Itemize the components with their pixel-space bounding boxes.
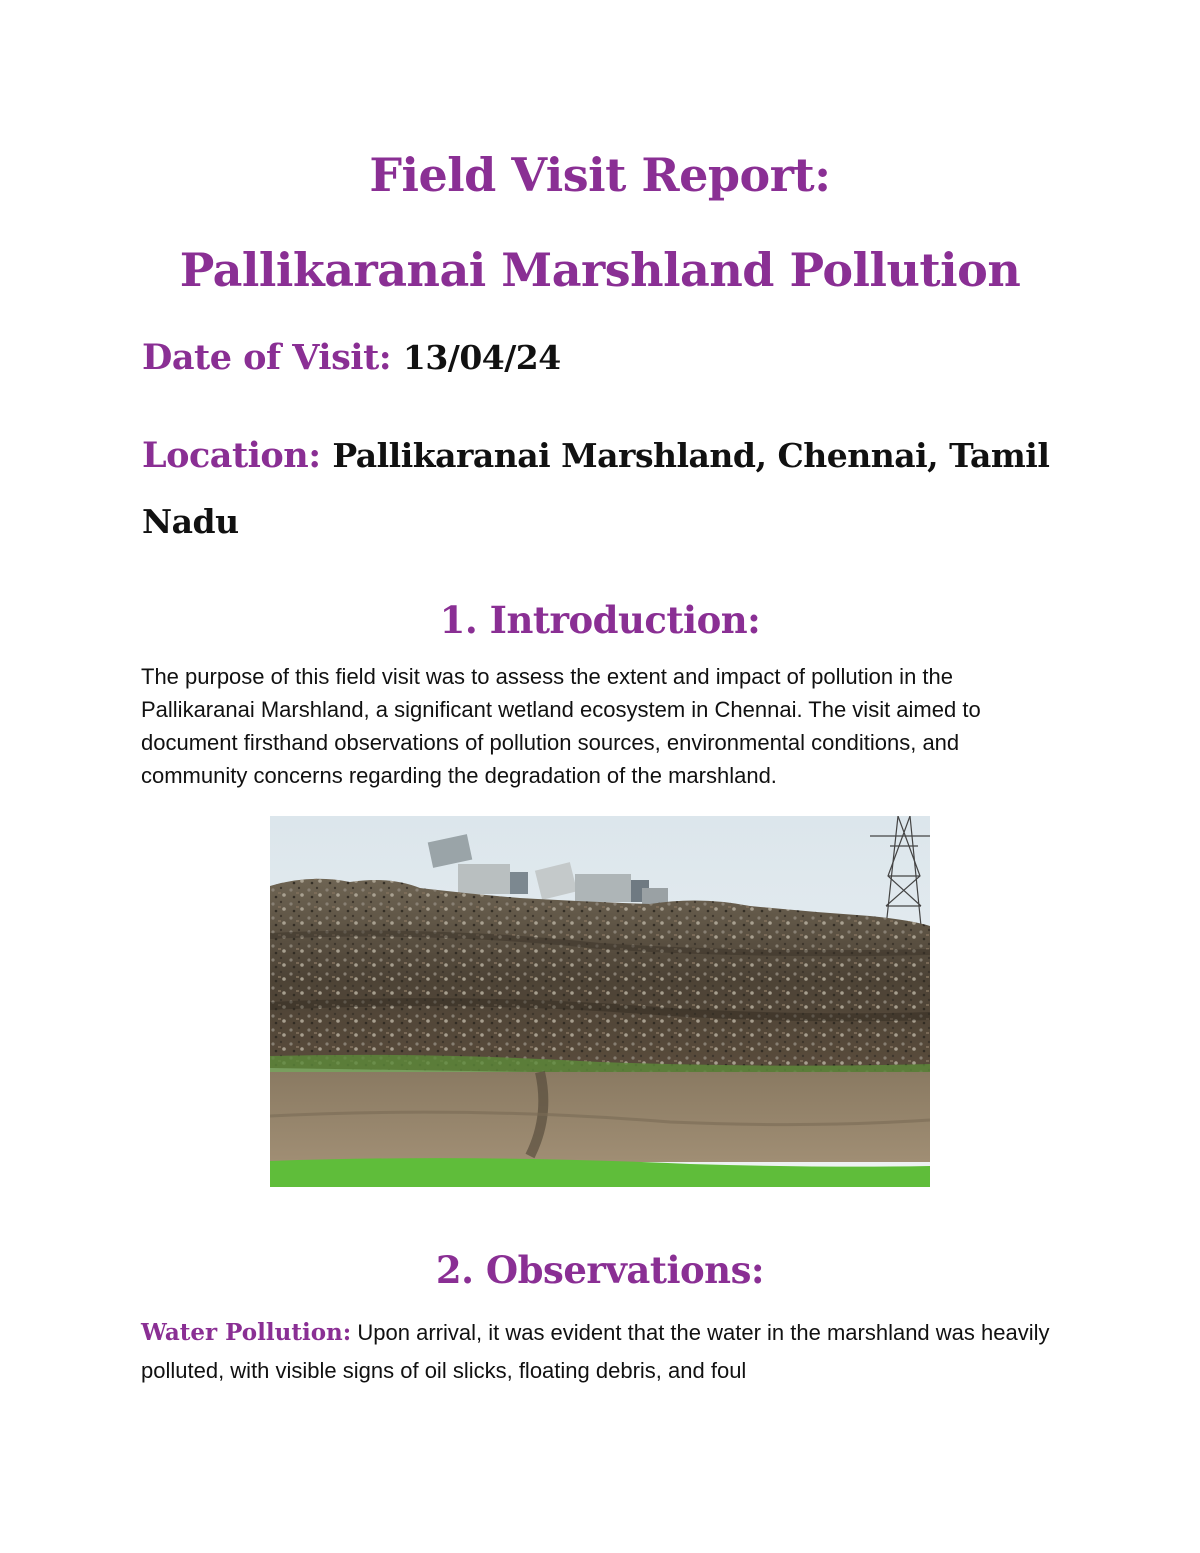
landfill-photo xyxy=(270,816,930,1187)
date-label: Date of Visit: xyxy=(142,337,392,378)
observations-paragraph xyxy=(141,1314,1071,1390)
observations-heading: 2. Observations: xyxy=(435,1248,765,1292)
date-value: 13/04/24 xyxy=(402,338,561,377)
location-label: Location: xyxy=(142,435,321,476)
location-value: Pallikaranai Marshland, Chennai, Tamil Nadu xyxy=(142,436,1050,541)
report-subtitle: Pallikaranai Marshland Pollution xyxy=(179,243,1021,297)
report-title: Field Visit Report: xyxy=(369,148,831,202)
location xyxy=(142,423,1062,555)
water-pollution-text: Upon arrival, it was evident that the water in the marshland was heavily polluted, with visible signs of oil slicks, floating debris, and foul xyxy=(141,1320,1050,1383)
introduction-heading: 1. Introduction: xyxy=(439,598,761,642)
date-of-visit xyxy=(142,337,1062,378)
introduction-paragraph: The purpose of this field visit was to assess the extent and impact of pollution in the Pallikaranai Marshland, a significant wetland ecosystem in Chennai. The visit aimed to document firsthand observations of pollution sources, environmental conditions, and community concerns regarding the degradation of the marshland. xyxy=(141,664,981,788)
water-pollution-label: Water Pollution: xyxy=(141,1319,352,1346)
